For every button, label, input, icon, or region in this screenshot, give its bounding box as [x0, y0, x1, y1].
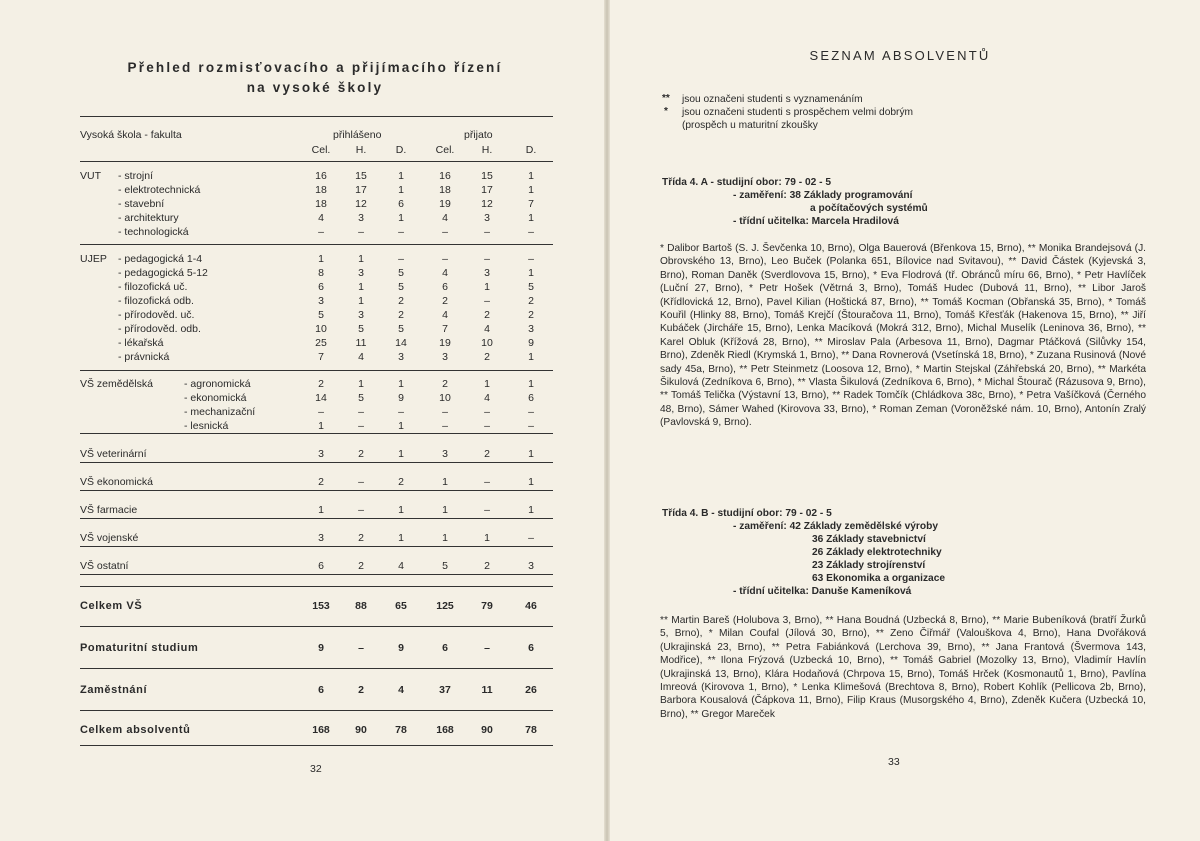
row-faculty: - mechanizační [184, 406, 256, 418]
row-faculty: - právnická [118, 351, 170, 363]
table-rule [80, 574, 553, 575]
table-cell: 4 [484, 392, 490, 404]
row-faculty: - agronomická [184, 378, 251, 390]
table-cell: 3 [318, 295, 324, 307]
table-cell: 1 [398, 184, 404, 196]
table-cell: 16 [315, 170, 327, 182]
table-cell: 8 [318, 267, 324, 279]
table-cell: 2 [484, 448, 490, 460]
table-cell: 78 [525, 724, 537, 736]
table-cell: – [358, 476, 364, 488]
table-cell: 7 [528, 198, 534, 210]
table-cell: 5 [358, 392, 364, 404]
table-cell: 4 [442, 267, 448, 279]
table-cell: – [398, 226, 404, 238]
table-rule [80, 370, 553, 371]
table-cell: 3 [484, 267, 490, 279]
table-cell: 1 [398, 212, 404, 224]
table-cell: 7 [442, 323, 448, 335]
table-cell: 6 [442, 642, 448, 654]
table-rule [80, 518, 553, 519]
table-cell: 1 [442, 476, 448, 488]
table-cell: 14 [315, 392, 327, 404]
table-cell: 10 [315, 323, 327, 335]
class-b-line5: 23 Základy strojírenství [812, 560, 926, 571]
class-b-line6: 63 Ekonomika a organizace [812, 573, 946, 584]
table-cell: 1 [442, 504, 448, 516]
table-cell: – [398, 253, 404, 265]
table-cell: – [528, 253, 534, 265]
header-subcolumn: D. [395, 144, 407, 156]
table-rule [80, 626, 553, 627]
header-school: Vysoká škola - fakulta [80, 129, 182, 141]
table-cell: 4 [358, 351, 364, 363]
table-cell: – [484, 295, 490, 307]
table-cell: 6 [318, 684, 324, 696]
table-rule [80, 462, 553, 463]
table-cell: – [484, 642, 490, 654]
table-cell: 2 [398, 476, 404, 488]
row-school: VŠ veterinární [80, 448, 147, 460]
table-cell: – [484, 420, 490, 432]
header-subcolumn: D. [525, 144, 537, 156]
header-subcolumn: H. [355, 144, 367, 156]
table-rule [80, 490, 553, 491]
table-cell: – [358, 226, 364, 238]
row-faculty: - stavební [118, 198, 165, 210]
table-cell: 6 [442, 281, 448, 293]
table-cell: – [484, 504, 490, 516]
table-rule [80, 161, 553, 162]
table-cell: – [358, 420, 364, 432]
list-title: SEZNAM ABSOLVENTŮ [809, 48, 991, 63]
table-cell: 6 [318, 560, 324, 572]
row-school: VŠ ostatní [80, 560, 129, 572]
table-cell: 15 [355, 170, 367, 182]
class-a-line4: - třídní učitelka: Marcela Hradilová [733, 216, 899, 227]
table-cell: – [528, 420, 534, 432]
table-cell: 19 [439, 337, 451, 349]
table-cell: 2 [398, 295, 404, 307]
row-school: VŠ vojenské [80, 532, 139, 544]
table-cell: 14 [395, 337, 407, 349]
table-cell: 3 [318, 448, 324, 460]
table-rule [80, 668, 553, 669]
row-faculty: - přírodověd. uč. [118, 309, 195, 321]
table-cell: 5 [528, 281, 534, 293]
row-faculty: - elektrotechnická [118, 184, 201, 196]
table-cell: 2 [484, 309, 490, 321]
table-cell: 1 [398, 448, 404, 460]
class-b-line2: - zaměření: 42 Základy zemědělské výroby [733, 521, 938, 532]
table-cell: 12 [355, 198, 367, 210]
legend-text-3: (prospěch u maturitní zkoušky [682, 120, 818, 131]
table-cell: 2 [484, 351, 490, 363]
table-cell: 1 [484, 378, 490, 390]
header-subcolumn: H. [481, 144, 493, 156]
table-cell: 2 [442, 295, 448, 307]
table-cell: 5 [398, 267, 404, 279]
table-cell: – [442, 226, 448, 238]
table-cell: 1 [358, 253, 364, 265]
table-rule [80, 433, 553, 434]
row-school: VUT [80, 170, 101, 182]
table-cell: 3 [484, 212, 490, 224]
class-b-line7: - třídní učitelka: Danuše Kameníková [733, 586, 912, 597]
table-cell: 25 [315, 337, 327, 349]
class-b-students: ** Martin Bareš (Holubova 3, Brno), ** Hana Boudná (Uzbecká 8, Brno), ** Marie Bubeníková (bratří Žurků 5, Brno), * Milan Coufal (Jílová 30, Brno), ** Zeno Čiřmář (Valouškova 4, Brno), Hana Dvořáková (Ukrajinská 23, Brno), ** Petra Fabiánková (Lerchova 39, Brno), ** Jana Frantová (Švermova 143, Modřice), ** Ilona Frýzová (Uzbecká 10, Brno), ** Tomáš Gabriel (Mozolky 13, Brno), Vladimír Havlín (Ukrajinská 13, Brno), Klára Hodaňová (Chrpova 15, Brno), Tomáš Hrček (Kosmonautů 1, Brno), Pavlína Imreová (Kirovova 1, Brno), * Lenka Klimešová (Brechtova 8, Brno), Robert Kohlík (Pellicova 2b, Brno), Barbora Kousalová (Čápkova 11, Brno), Filip Kraus (Musorgského 4, Brno), Zdeněk Kučera (Uzbecká 10, Brno), ** Gregor Mareček [660, 615, 1146, 720]
table-cell: – [528, 406, 534, 418]
table-cell: 5 [398, 323, 404, 335]
table-cell: 1 [528, 267, 534, 279]
row-faculty: - pedagogická 5-12 [118, 267, 208, 279]
table-cell: 4 [442, 309, 448, 321]
row-school: Zaměstnání [80, 684, 148, 696]
table-cell: 1 [398, 532, 404, 544]
header-applied: přihlášeno [333, 129, 382, 141]
table-cell: 90 [481, 724, 493, 736]
table-cell: 2 [318, 476, 324, 488]
table-cell: 12 [481, 198, 493, 210]
table-cell: 1 [358, 378, 364, 390]
row-school: Pomaturitní studium [80, 642, 199, 654]
table-rule [80, 586, 553, 587]
table-cell: 11 [355, 337, 367, 349]
header-subcolumn: Cel. [435, 144, 455, 156]
table-cell: 5 [358, 323, 364, 335]
table-cell: – [528, 226, 534, 238]
table-cell: – [442, 420, 448, 432]
table-cell: 15 [481, 170, 493, 182]
table-cell: 2 [442, 378, 448, 390]
table-cell: 37 [439, 684, 451, 696]
table-rule [80, 745, 553, 746]
table-cell: 17 [355, 184, 367, 196]
table-cell: – [318, 406, 324, 418]
table-cell: – [442, 253, 448, 265]
table-cell: 3 [318, 532, 324, 544]
table-cell: – [358, 642, 364, 654]
legend-mark-2: * [664, 106, 668, 117]
table-cell: 19 [439, 198, 451, 210]
row-faculty: - pedagogická 1-4 [118, 253, 203, 265]
table-cell: 88 [355, 600, 367, 612]
table-cell: 26 [525, 684, 537, 696]
table-cell: 3 [398, 351, 404, 363]
table-cell: 3 [528, 560, 534, 572]
table-cell: 78 [395, 724, 407, 736]
table-cell: 2 [484, 560, 490, 572]
table-cell: 1 [318, 420, 324, 432]
table-cell: 1 [358, 295, 364, 307]
table-cell: 79 [481, 600, 493, 612]
table-cell: 1 [528, 170, 534, 182]
table-cell: 6 [528, 642, 534, 654]
row-faculty: - architektury [118, 212, 179, 224]
table-cell: 17 [481, 184, 493, 196]
table-title-line1: Přehled rozmisťovacího a přijímacího řízení [127, 60, 503, 75]
class-b-line4: 26 Základy elektrotechniky [812, 547, 942, 558]
table-cell: 168 [312, 724, 330, 736]
row-faculty: - ekonomická [184, 392, 247, 404]
table-cell: 65 [395, 600, 407, 612]
table-cell: 2 [358, 448, 364, 460]
table-cell: – [484, 406, 490, 418]
table-cell: 1 [484, 532, 490, 544]
table-cell: 3 [358, 309, 364, 321]
table-cell: 4 [398, 684, 404, 696]
class-a-line2: - zaměření: 38 Základy programování [733, 190, 913, 201]
legend-mark-1: ** [662, 93, 670, 104]
table-cell: 4 [442, 212, 448, 224]
legend-text-2: jsou označeni studenti s prospěchem velmi dobrým [682, 107, 914, 118]
table-cell: 18 [315, 198, 327, 210]
row-school: Celkem absolventů [80, 724, 191, 736]
table-cell: – [484, 476, 490, 488]
table-cell: – [484, 253, 490, 265]
table-cell: 1 [358, 281, 364, 293]
table-cell: 2 [528, 309, 534, 321]
table-rule [80, 710, 553, 711]
table-cell: 10 [439, 392, 451, 404]
legend-text-1: jsou označeni studenti s vyznamenáním [682, 94, 863, 105]
row-faculty: - filozofická odb. [118, 295, 194, 307]
table-cell: 125 [436, 600, 454, 612]
table-cell: 2 [398, 309, 404, 321]
table-top-rule [80, 116, 553, 117]
table-cell: 9 [318, 642, 324, 654]
table-cell: 2 [358, 560, 364, 572]
class-a-students: * Dalibor Bartoš (S. J. Ševčenka 10, Brno), Olga Bauerová (Břenkova 15, Brno), ** Monika Brandejsová (J. Obrovského 13, Brno), Leo Buček (Polanka 651, Bílovice nad Svitavou), ** David Částek (Kyjevská 3, Brno), Roman Daněk (Sverdlovova 15, Brno), * Eva Flodrová (tř. Obránců míru 66, Brno), * Petr Havlíček (Luční 27, Brno), * Petr Hošek (Větrná 3, Brno), Tomáš Hudec (Dubová 11, Brno), ** Libor Jaroš (Křídlovická 12, Brno), Pavel Kilian (Hoštická 87, Brno), ** Tomáš Kocman (Obřanská 35, Brno), * Tomáš Kouřil (Hlinky 88, Brno), Tomáš Krejčí (Štouračova 11, Brno), Tomáš Křesťák (Hakenova 15, Brno), ** Jiří Kubáček (Jircháře 15, Brno), Lenka Macíková (Mokrá 312, Brno), Michal Muselík (Leninova 36, Brno), ** Karel Obluk (Křížová 28, Brno), ** Miroslav Pala (Arbesova 11, Brno), Dagmar Ptáčková (Silůvky 154, Brno), Zdeněk Riedl (Krymská 1, Brno), ** Dana Rovnerová (Vsetínská 18, Brno), * Zuzana Rusinová (Nové sady 45a, Brno), ** Petr Steinmetz (Loosova 12, Brno), * Martin Stejskal (Záhřebská 20, Brno), ** Markéta Šikulová (Zedníkova 6, Brno), ** Vlasta Šikulová (Zedníkova 6, Brno), * Michal Štourač (Rázusova 9, Brno), ** Tomáš Telička (Výstavní 13, Brno), ** Radek Tomčík (Chládkova 38c, Brno), * Petra Vašíčková (Černého 48, Brno), Sámer Wahed (Kirovova 33, Brno), * Roman Zeman (Voroněžské nám. 10, Brno), Antonín Zralý (Pavlovská 9, Brno). [660, 243, 1146, 429]
table-cell: 2 [528, 295, 534, 307]
table-cell: 2 [358, 532, 364, 544]
table-cell: 4 [398, 560, 404, 572]
class-b-line3: 36 Základy stavebnictví [812, 534, 926, 545]
table-cell: 1 [442, 532, 448, 544]
table-cell: 1 [528, 378, 534, 390]
table-title-line2: na vysoké školy [246, 80, 384, 95]
table-cell: 1 [318, 504, 324, 516]
row-faculty: - lesnická [184, 420, 229, 432]
class-a-line3: a počítačových systémů [810, 203, 928, 214]
table-cell: 5 [398, 281, 404, 293]
table-rule [80, 546, 553, 547]
class-b-line1: Třída 4. B - studijní obor: 79 - 02 - 5 [662, 508, 832, 519]
header-subcolumn: Cel. [311, 144, 331, 156]
table-cell: 4 [318, 212, 324, 224]
page-number-right: 33 [888, 756, 900, 768]
class-a-line1: Třída 4. A - studijní obor: 79 - 02 - 5 [662, 177, 832, 188]
table-cell: 11 [481, 684, 493, 696]
table-cell: 1 [528, 504, 534, 516]
table-cell: 1 [398, 378, 404, 390]
row-faculty: - technologická [118, 226, 189, 238]
table-cell: 1 [398, 170, 404, 182]
header-accepted: přijato [464, 129, 493, 141]
table-cell: 1 [398, 504, 404, 516]
table-rule [80, 244, 553, 245]
page-number-left: 32 [310, 763, 322, 775]
table-cell: 10 [481, 337, 493, 349]
table-cell: – [318, 226, 324, 238]
table-cell: 18 [439, 184, 451, 196]
table-cell: 3 [358, 212, 364, 224]
table-cell: 1 [528, 476, 534, 488]
table-cell: – [528, 532, 534, 544]
table-cell: 9 [398, 392, 404, 404]
table-cell: 2 [318, 378, 324, 390]
row-school: Celkem VŠ [80, 600, 143, 612]
book-gutter [604, 0, 610, 841]
table-cell: 7 [318, 351, 324, 363]
row-school: VŠ farmacie [80, 504, 138, 516]
table-cell: 18 [315, 184, 327, 196]
table-cell: 1 [528, 212, 534, 224]
table-cell: 5 [442, 560, 448, 572]
table-cell: 3 [442, 448, 448, 460]
table-cell: 1 [318, 253, 324, 265]
table-cell: – [358, 504, 364, 516]
table-cell: 16 [439, 170, 451, 182]
table-cell: 3 [528, 323, 534, 335]
table-cell: 3 [358, 267, 364, 279]
table-cell: – [398, 406, 404, 418]
table-cell: 6 [398, 198, 404, 210]
table-cell: 153 [312, 600, 330, 612]
table-cell: 1 [484, 281, 490, 293]
table-cell: 5 [318, 309, 324, 321]
table-cell: 2 [358, 684, 364, 696]
table-cell: – [442, 406, 448, 418]
row-faculty: - strojní [118, 170, 154, 182]
table-cell: 4 [484, 323, 490, 335]
row-faculty: - přírodověd. odb. [118, 323, 201, 335]
table-cell: 168 [436, 724, 454, 736]
table-cell: 1 [528, 184, 534, 196]
table-cell: 46 [525, 600, 537, 612]
table-cell: – [358, 406, 364, 418]
table-cell: 1 [528, 351, 534, 363]
row-faculty: - filozofická uč. [118, 281, 188, 293]
row-faculty: - lékařská [118, 337, 164, 349]
table-cell: 6 [528, 392, 534, 404]
table-cell: – [484, 226, 490, 238]
table-cell: 3 [442, 351, 448, 363]
table-cell: 9 [398, 642, 404, 654]
table-cell: 9 [528, 337, 534, 349]
table-cell: 6 [318, 281, 324, 293]
row-school: UJEP [80, 253, 107, 265]
row-school: VŠ zemědělská [80, 378, 153, 390]
table-cell: 1 [528, 448, 534, 460]
table-cell: 90 [355, 724, 367, 736]
row-school: VŠ ekonomická [80, 476, 153, 488]
table-cell: 1 [398, 420, 404, 432]
